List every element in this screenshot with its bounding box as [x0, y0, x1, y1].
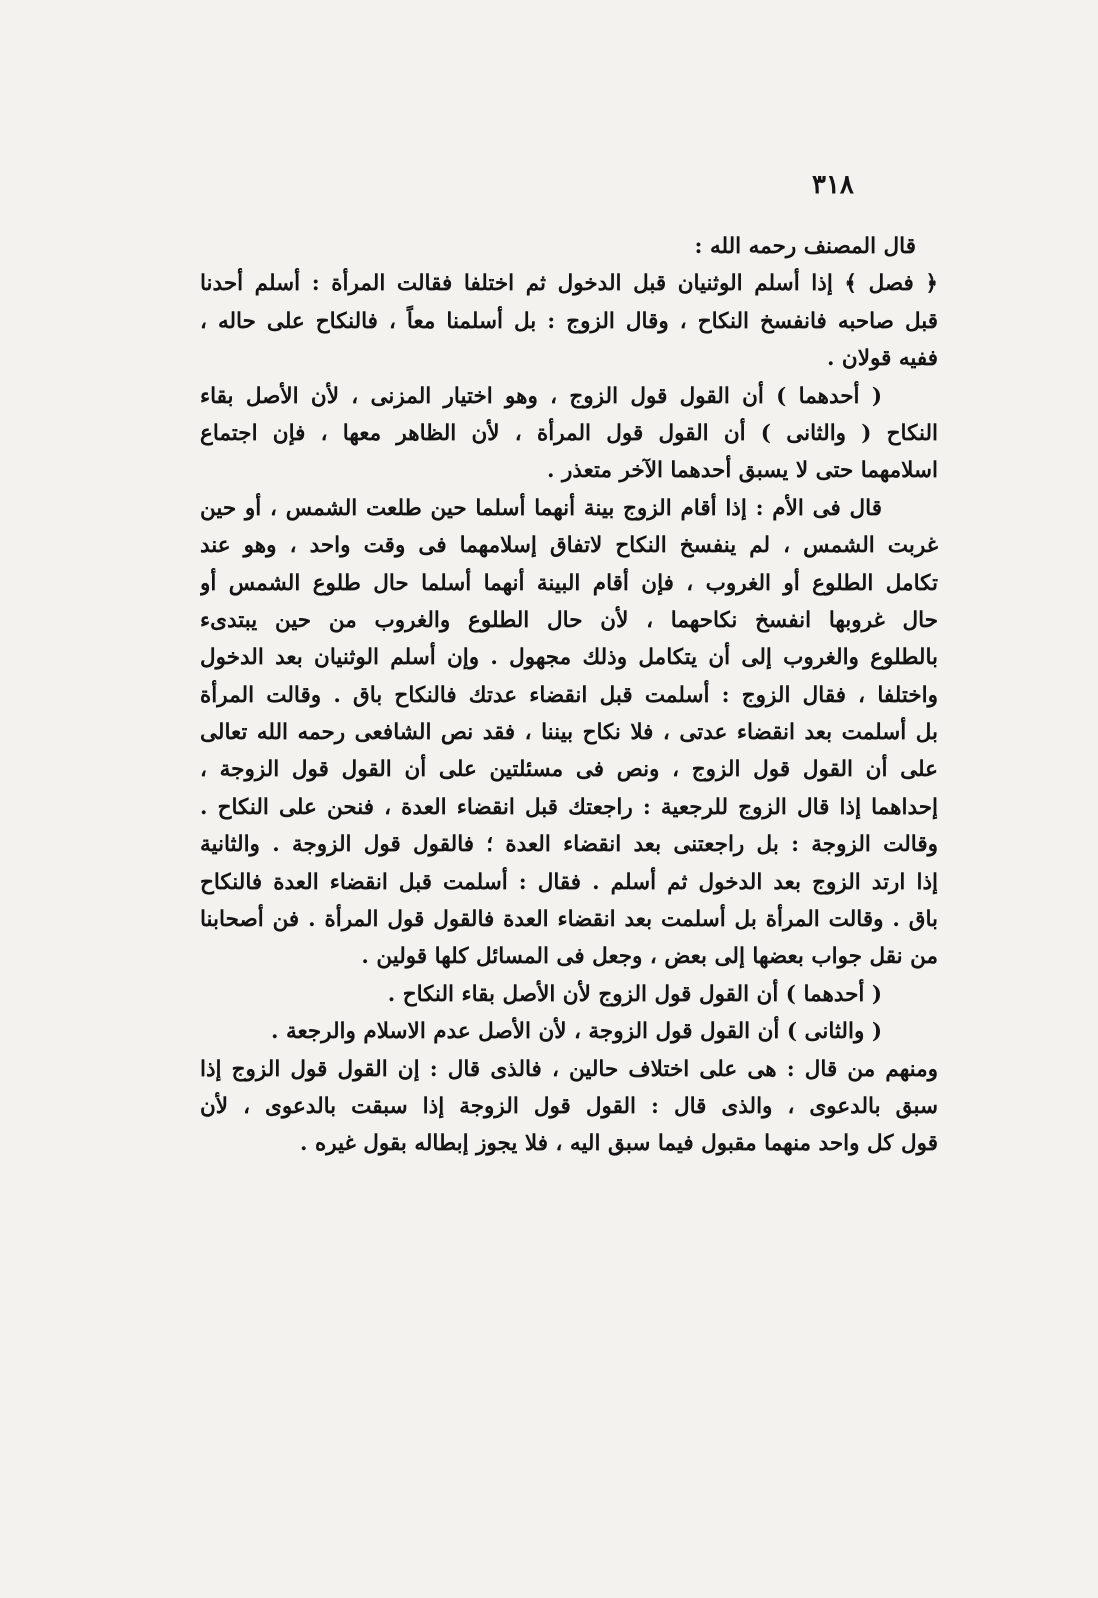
body-text: [200, 228, 938, 1163]
text-line: واختلفا ، فقال الزوج : أسلمت قبل انقضاء عدتك فالنكاح باق . وقالت المرأة: [200, 682, 938, 708]
text-line: سبق بالدعوى ، والذى قال : القول قول الزوجة إذا سبقت بالدعوى ، لأن: [200, 1093, 938, 1119]
text-line: النكاح ( والثانى ) أن القول قول المرأة ، لأن الظاهر معها ، فإن اجتماع: [200, 420, 938, 446]
text-line: قول كل واحد منهما مقبول فيما سبق اليه ، فلا يجوز إبطاله بقول غيره .: [299, 1131, 938, 1157]
text-line: ( أحدهما ) أن القول قول الزوج لأن الأصل بقاء النكاح .: [387, 981, 882, 1007]
section-heading: قال المصنف رحمه الله :: [694, 234, 916, 259]
text-line: غربت الشمس ، لم ينفسخ النكاح لاتفاق إسلامهما فى وقت واحد ، وهو عند: [200, 533, 938, 559]
text-line: ومنهم من قال : هى على اختلاف حالين ، فالذى قال : إن القول قول الزوج إذا: [200, 1056, 938, 1082]
text-line: ( أحدهما ) أن القول قول الزوج ، وهو اختيار المزنى ، لأن الأصل بقاء: [200, 383, 882, 409]
text-line: على أن القول قول الزوج ، ونص فى مسئلتين على أن القول قول الزوجة ،: [200, 757, 938, 783]
text-line: إذا ارتد الزوج بعد الدخول ثم أسلم . فقال : أسلمت قبل انقضاء العدة فالنكاح: [200, 869, 938, 895]
text-line: قبل صاحبه فانفسخ النكاح ، وقال الزوج : بل أسلمنا معاً ، فالنكاح على حاله ،: [200, 308, 938, 334]
text-line: تكامل الطلوع أو الغروب ، فإن أقام البينة أنهما أسلما حال طلوع الشمس أو: [200, 570, 938, 596]
text-line: ففيه قولان .: [826, 346, 938, 372]
text-line: اسلامهما حتى لا يسبق أحدهما الآخر متعذر .: [547, 458, 938, 484]
text-line: ﴿ فصل ﴾ إذا أسلم الوثنيان قبل الدخول ثم اختلفا فقالت المرأة : أسلم أحدنا: [200, 271, 938, 297]
text-line: إحداهما إذا قال الزوج للرجعية : راجعتك قبل انقضاء العدة ، فنحن على النكاح .: [200, 794, 938, 820]
text-line: بالطلوع والغروب إلى أن يتكامل وذلك مجهول . وإن أسلم الوثنيان بعد الدخول: [200, 645, 938, 671]
page-number: ٣١٨: [812, 170, 854, 200]
text-line: بل أسلمت بعد انقضاء عدتى ، فلا نكاح بيننا ، فقد نص الشافعى رحمه الله تعالى: [200, 720, 938, 746]
text-line: باق . وقالت المرأة بل أسلمت بعد انقضاء العدة فالقول قول المرأة . فن أصحابنا: [200, 907, 938, 933]
text-line: من نقل جواب بعضها إلى بعض ، وجعل فى المسائل كلها قولين .: [361, 944, 938, 970]
text-line: قال فى الأم : إذا أقام الزوج بينة أنهما أسلما حين طلعت الشمس ، أو حين: [200, 495, 882, 521]
text-line: ( والثانى ) أن القول قول الزوجة ، لأن الأصل عدم الاسلام والرجعة .: [270, 1019, 882, 1045]
text-line: حال غروبها انفسخ نكاحهما ، لأن حال الطلوع والغروب من حين يبتدىء: [200, 607, 938, 633]
text-line: وقالت الزوجة : بل راجعتنى بعد انقضاء العدة ؛ فالقول قول الزوجة . والثانية: [200, 832, 938, 858]
